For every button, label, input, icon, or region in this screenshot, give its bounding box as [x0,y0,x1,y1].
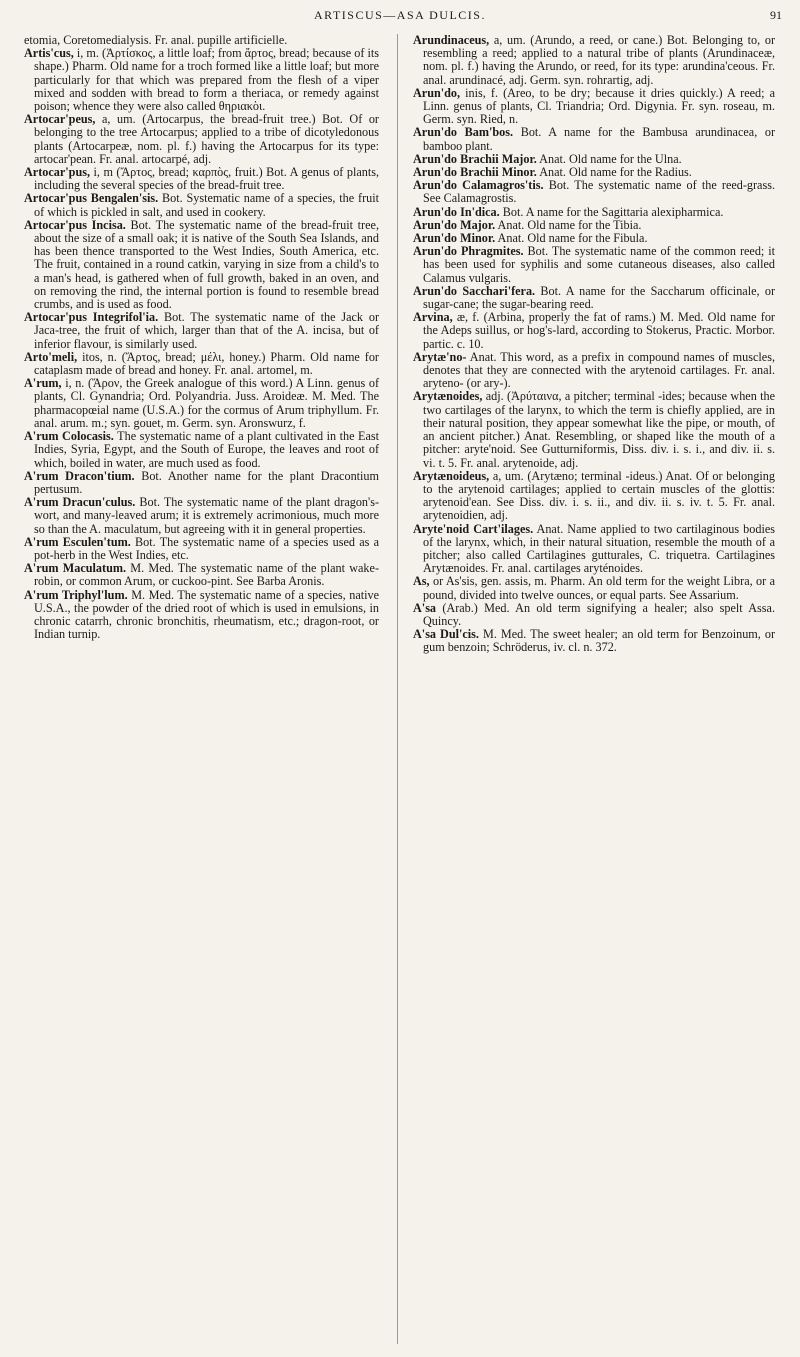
entry-headword: A'sa [413,600,437,615]
dictionary-entry [413,628,775,654]
dictionary-entry [413,87,775,127]
entry-headword: A'sa Dul'cis. [413,627,479,642]
dictionary-entry [24,166,379,192]
entry-text: Anat. Old name for the Ulna. [539,151,682,166]
right-column [413,34,775,655]
dictionary-entry [413,523,775,576]
entry-text: M. Med. The systematic name of a species, native U.S.A., the powder of the dried root of which is used in emulsions, in chronic catarrh, chronic bronchitis, rheumatism, etc.; dragon-root, or Indian turnip. [34,587,379,642]
entry-text: Bot. The systematic name of the Jack or Jaca-tree, the fruit of which, larger than that of the A. incisa, but of inferior flavour, is similarly used. [34,310,380,351]
dictionary-entry [24,47,379,113]
entry-headword: Artocar'pus Bengalen'sis. [24,191,159,206]
entry-headword: Artocar'pus Integrifol'ia. [24,310,159,325]
dictionary-entry [413,34,775,87]
entry-headword: Arun'do Brachii Major. [413,151,537,166]
entry-text: i, m (Ἄρτος, bread; καρπὸς, fruit.) Bot. A genus of plants, including the several species of the bread-fruit tree. [34,165,380,193]
running-head: ARTISCUS—ASA DULCIS. [314,8,486,22]
entry-headword: A'rum Colocasis. [24,429,114,444]
entry-text: adj. (Ἀρύταινα, a pitcher; terminal -ides; because when the two cartilages of the larynx, to which the term is chiefly applied, are in their natural position, they appear somewhat like the pipe, or mouth, of an ancient pitcher.) Anat. Resembling, or shaped like the mouth of a pitcher: aryte'noid. See Gutturniformis, Diss. div. i. s. i., and div. ii. s. vi. t. 5. Fr. anal. arytenoide, adj. [423,389,776,470]
entry-text: or As'sis, gen. assis, m. Pharm. An old term for the weight Libra, or a pound, divided into twelve ounces, or equal parts. See Assarium. [423,574,775,602]
column-divider [397,34,398,1344]
entry-headword: Aryte'noid Cart'ilages. [413,521,534,536]
entry-text: a, um. (Artocarpus, the bread-fruit tree.) Bot. Of or belonging to the tree Artocarpus; applied to a tribe of dicotyledonous plants (Artocarpeæ, nom. pl. f.) having the Artocarpus for its type: artocar'pean. Fr. anal. artocarpé, adj. [34,112,379,166]
entry-text: Bot. A name for the Bambusa arundinacea, or bamboo plant. [423,125,776,153]
dictionary-entry [413,285,775,311]
entry-headword: Arun'do In'dica. [413,204,500,219]
entry-text: a, um. (Arytæno; terminal -ideus.) Anat. Of or belonging to the arytenoid cartilages; applied to certain muscles of the glottis: arytenoid'ean. See Diss. div. i. s. ii., and div. ii. s. iv. t. 5. Fr. anal. arytenoidien, adj. [423,468,775,523]
entry-text: Bot. A name for the Saccharum officinale, or sugar-cane; the sugar-bearing reed. [423,283,775,312]
entry-text: M. Med. The sweet healer; an old term for Benzoinum, or gum benzoin; Schröderus, iv. cl. n. 372. [423,627,775,655]
dictionary-entry [413,470,775,523]
dictionary-entry [24,562,379,588]
entry-headword: Artocar'peus, [24,112,96,127]
dictionary-entry [24,377,379,430]
dictionary-entry [413,311,775,351]
dictionary-entry [24,351,379,377]
entry-text: Anat. Old name for the Radius. [539,165,692,180]
entry-text: Bot. The systematic name of a species used as a pot-herb in the West Indies, etc. [34,534,379,562]
dictionary-entry [24,589,379,642]
entry-text: a, um. (Arundo, a reed, or cane.) Bot. Belonging to, or resembling a reed; applied to a natural tribe of plants (Arundinaceæ, nom. pl. f.) having the Arundo, or reed, for its type: arundina'ceous. Fr. anal. arundinacé, adj. Germ. syn. rohrartig, adj. [423,33,776,87]
entry-headword: Arun'do Sacchari'fera. [413,283,536,298]
entry-text: Bot. The systematic name of the common reed; it has been used for syphilis and some cutaneous diseases, also called Calamus vulgaris. [423,244,776,285]
entry-headword: A'rum Maculatum. [24,561,127,576]
entry-headword: Arytænoideus, [413,468,490,483]
dictionary-entry [24,192,379,218]
entry-headword: A'rum Triphyl'lum. [24,587,128,602]
entry-text: M. Med. The systematic name of the plant wake-robin, or common Arum, or cuckoo-pint. See Barba Aronis. [34,561,379,589]
entry-text: Bot. The systematic name of the bread-fruit tree, about the size of a small oak; it is native of the South Sea Islands, and has been thence transported to the West Indies, South America, etc. The fruit, contained in a round catkin, varying in size from a child's to a man's head, is gathered when of full growth, baked in an oven, and on removing the rind, the internal portion is found to resemble bread crumbs, and is used as food. [34,217,379,312]
entry-text: æ, f. (Arbina, properly the fat of rams.) M. Med. Old name for the Adeps suillus, or hog's-lard, according to Stokerus, Practic. Morbor. partic. c. 10. [423,310,775,351]
dictionary-entry [24,219,379,311]
entry-headword: A'rum, [24,376,62,391]
entry-text: Bot. Systematic name of a species, the fruit of which is pickled in salt, and used in cookery. [34,191,379,219]
entry-headword: A'rum Esculen'tum. [24,534,131,549]
entry-headword: A'rum Dracun'culus. [24,495,136,510]
dictionary-entry [413,126,775,152]
entry-headword: Artocar'pus, [24,165,91,180]
entry-text: i, m. (Ἀρτίσκος, a little loaf; from ἄρτος, bread; because of its shape.) Pharm. Old name for a troch formed like a little loaf; but more particularly for that which was prepared from the flesh of a viper mixed and sodden with bread to form a theriaca, or remedy against poison; whence they were also called θηριακὸι. [34,46,380,114]
entry-headword: Arun'do Phragmites. [413,244,524,259]
entry-headword: As, [413,574,430,589]
entry-text: Anat. Name applied to two cartilaginous bodies of the larynx, which, in their natural situation, resemble the mouth of a pitcher; also called Cartilagines gutturales, C. triquetra. Cartilagines Arytænoides. Fr. anal. cartilages aryténoides. [423,521,776,576]
dictionary-entry [413,602,775,628]
entry-text: Anat. This word, as a prefix in compound names of muscles, denotes that they are connected with the arytenoid cartilages. Fr. anal. aryteno- (or ary-). [423,349,775,391]
left-column [24,34,379,641]
entry-headword: Arvina, [413,310,453,325]
entry-text: Anat. Old name for the Tibia. [497,217,642,232]
dictionary-entry [24,113,379,166]
dictionary-entry [413,245,775,285]
dictionary-entry [24,430,379,470]
dictionary-entry [24,536,379,562]
entry-text: Bot. Another name for the plant Dracontium pertusum. [34,468,380,496]
entry-text: etomia, Coretomedialysis. Fr. anal. pupille artificielle. [24,33,288,47]
entry-headword: Arto'meli, [24,349,78,364]
dictionary-entry [413,179,775,205]
page-number: 91 [770,8,782,22]
entry-headword: Arun'do Major. [413,217,496,232]
page-header [0,0,800,30]
entry-headword: Arundinaceus, [413,33,490,47]
entry-text: inis, f. (Areo, to be dry; because it dries quickly.) A reed; a Linn. genus of plants, Cl. Triandria; Ord. Digynia. Fr. syn. roseau, m. Germ. syn. Ried, n. [423,85,776,127]
dictionary-entry [413,575,775,601]
entry-text: itos, n. (Ἄρτος, bread; μέλι, honey.) Pharm. Old name for cataplasm made of bread and honey. Fr. anal. artomel, m. [34,349,379,378]
dictionary-entry [24,470,379,496]
entry-text: (Arab.) Med. An old term signifying a healer; also spelt Assa. Quincy. [423,600,775,628]
entry-headword: Arun'do Bam'bos. [413,125,514,140]
entry-headword: Artocar'pus Incisa. [24,217,126,232]
dictionary-entry [413,390,775,469]
entry-text: Bot. The systematic name of the reed-grass. See Calamagrostis. [423,178,776,206]
dictionary-entry [24,496,379,536]
entry-headword: Artis'cus, [24,46,74,61]
entry-headword: Arun'do Minor. [413,231,496,246]
entry-headword: Arun'do Brachii Minor. [413,165,537,180]
entry-text: Bot. The systematic name of the plant dragon's-wort, and many-leaved arum; it is extremely acrimonious, much more so than the A. maculatum, but agreeing with it in general properties. [34,495,380,536]
dictionary-entry [24,311,379,351]
entry-headword: A'rum Dracon'tium. [24,468,135,483]
entry-headword: Arun'do, [413,85,461,100]
entry-headword: Arun'do Calamagros'tis. [413,178,544,193]
dictionary-entry [413,351,775,391]
entry-text: Anat. Old name for the Fibula. [497,231,648,246]
entry-headword: Arytænoides, [413,389,483,404]
entry-text: The systematic name of a plant cultivated in the East Indies, Syria, Egypt, and the South of Europe, the leaves and root of which, boiled in water, are much used as food. [34,429,380,470]
entry-headword: Arytæ'no- [413,349,467,364]
entry-text: i, n. (Ἄρον, the Greek analogue of this word.) A Linn. genus of plants, Cl. Gynandria; Ord. Polyandria. Juss. Aroideæ. M. Med. The pharmacopœial name (U.S.A.) for the cormus of Arum triphyllum. Fr. anal. arum. m.; syn. gouet, m. Germ. syn. Aronswurz, f. [34,376,380,430]
entry-text: Bot. A name for the Sagittaria alexipharmica. [502,204,724,219]
